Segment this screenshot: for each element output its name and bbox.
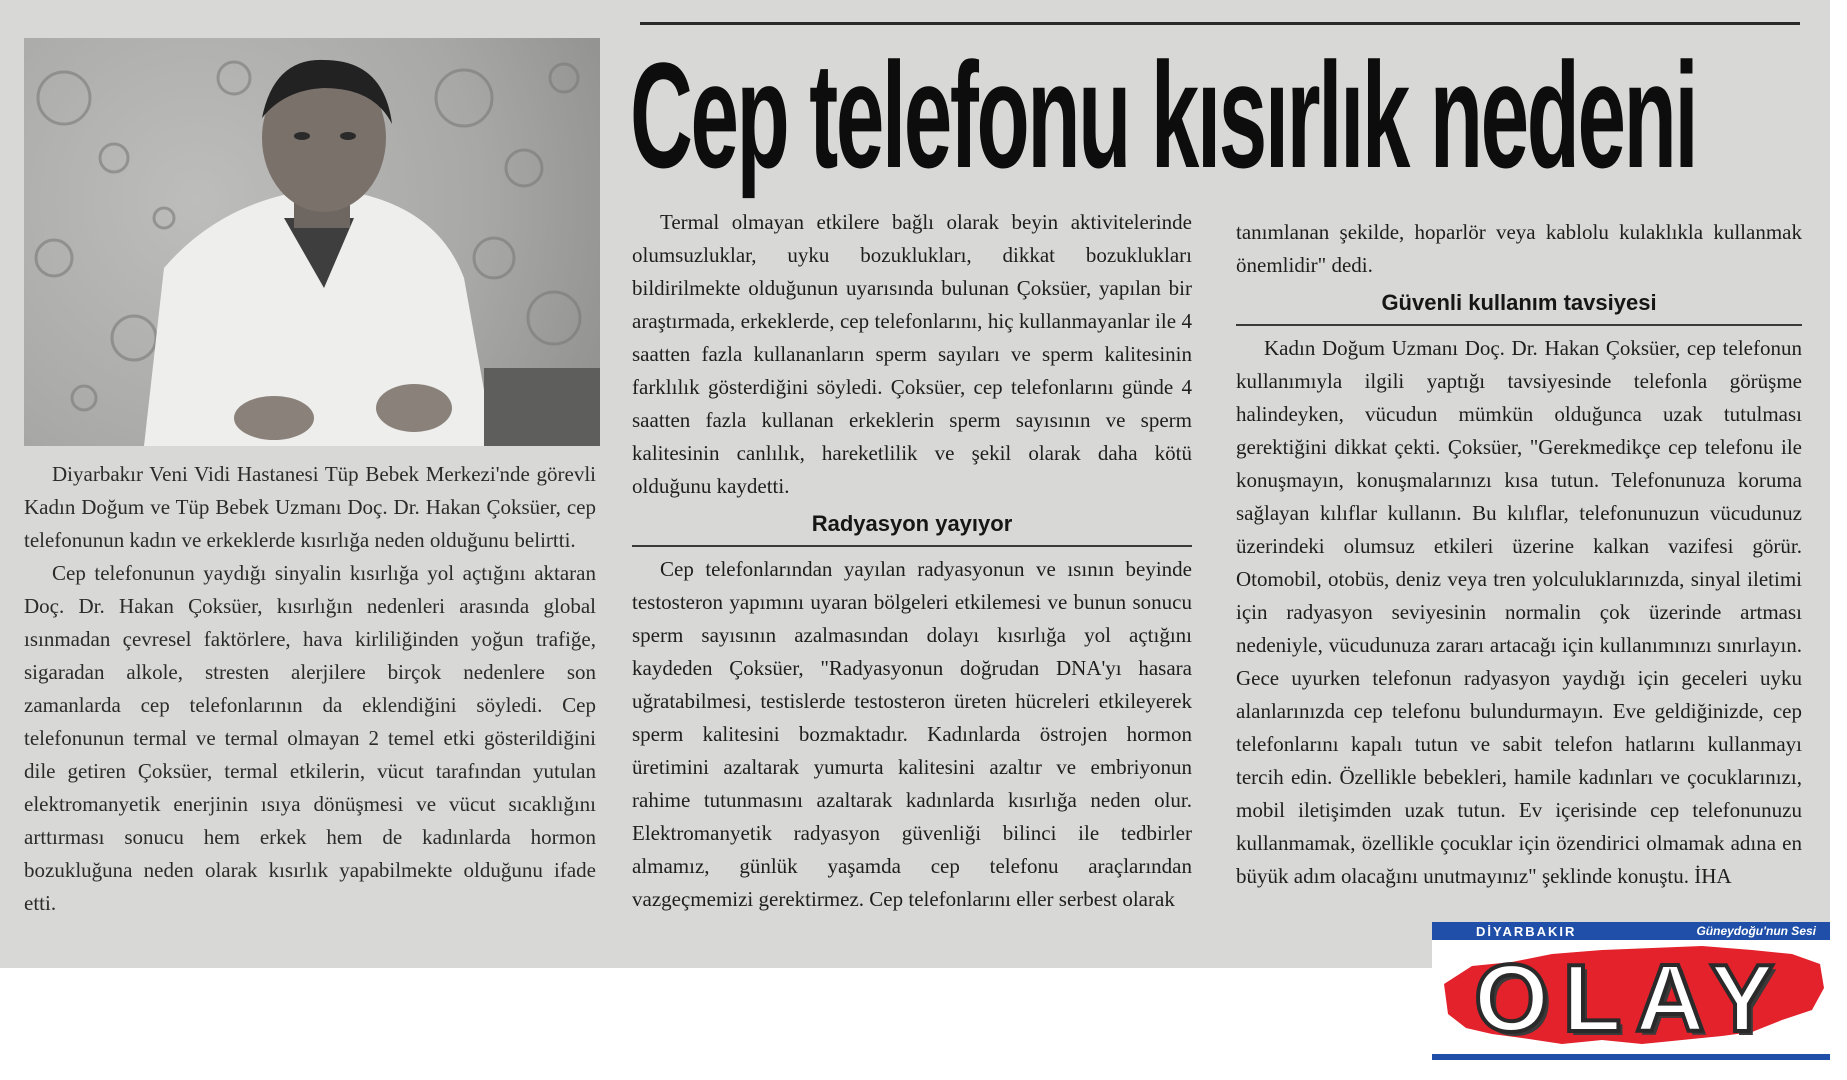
logo-top-bar: [1432, 922, 1830, 940]
left-column: [24, 458, 596, 920]
doctor-portrait-photo: [24, 38, 600, 446]
subhead-radyasyon: Radyasyon yayıyor: [632, 509, 1192, 547]
logo-slogan: Güneydoğu'nun Sesi: [1696, 924, 1816, 938]
right-paragraph-1: tanımlanan şekilde, hoparlör veya kablolu kulaklıkla kullanmak önemlidir" dedi.: [1236, 220, 1802, 277]
mid-paragraph-2: Cep telefonlarından yayılan radyasyonun ve ısının beyinde testosteron yapımını uyaran bölgeleri etkilemesi ve bunun sonucu sperm sayısının azalmasından dolayı kısırlığa yol açtığını kaydeden Çoksüer, "Radyasyonun doğrudan DNA'yı hasara uğratabilmesi, testislerde testosteron üreten hücreleri etkileyerek sperm kalitesini bozmaktadır. Kadınlarda östrojen hormon üretimini azaltarak yumurta kalitesini azaltır ve embriyonun rahime tutunmasını azaltarak kadınlarda kısırlığa neden olur. Elektromanyetik radyasyon güvenliği bilinci ile tedbirler almamız, günlük yaşamda cep telefonu araçlarından vazgeçmemizi gerektirmez. Cep telefonlarını eller serbest olarak: [632, 557, 1192, 911]
top-rule: [640, 22, 1800, 25]
mid-paragraph-1: Termal olmayan etkilere bağlı olarak beyin aktivitelerinde olumsuzluklar, uyku bozuklukları, dikkat bozuklukları bildirilmekte olduğunun uyarısında bulunan Çoksüer, yapılan bir araştırmada, erkeklerde, cep telefonlarını, hiç kullanmayanlar ile 4 saatten fazla kullananların sperm sayıları ve sperm kalitesinin farklılık gösterdiğini söyledi. Çoksüer, cep telefonlarını günde 4 saatten fazla kullanan erkeklerin sperm sayısının ve sperm kalitesinin canlılık, hareketlilik ve şekil olarak daha kötü olduğunu kaydetti.: [632, 210, 1192, 498]
right-column: [1236, 216, 1802, 893]
subhead-guvenli: Güvenli kullanım tavsiyesi: [1236, 288, 1802, 326]
logo-bottom-bar: [1432, 1054, 1830, 1060]
middle-column: [632, 206, 1192, 916]
logo-name: OLAY: [1474, 945, 1788, 1052]
olay-logo: [1432, 922, 1830, 1062]
headline: Cep telefonu kısırlık nedeni: [630, 31, 1697, 199]
left-paragraph: Cep telefonunun yaydığı sinyalin kısırlığa yol açtığını aktaran Doç. Dr. Hakan Çoksüer, kısırlığın nedenleri arasında global ısınmadan çevresel faktörlere, hava kirliliğinden yoğun trafiğe, sigaradan alkole, stresten alerjilere birçok nedenlere son zamanlarda cep telefonlarının da eklendiğini söyledi. Cep telefonunun termal ve termal olmayan 2 temel etki gösterildiğini dile getiren Çoksüer, termal etkilerin, vücut tarafından yutulan elektromanyetik enerjinin ısıya dönüşmesi ve vücut sıcaklığını arttırması sonucu hem erkek hem de kadınlarda hormon bozukluğuna neden olarak kısırlık yapabilmekte olduğunu ifade etti.: [24, 561, 596, 915]
photo-caption: Diyarbakır Veni Vidi Hastanesi Tüp Bebek Merkezi'nde görevli Kadın Doğum ve Tüp Bebek Uzmanı Doç. Dr. Hakan Çoksüer, cep telefonunun kadın ve erkeklerde kısırlığa neden olduğunu belirtti.: [24, 462, 596, 552]
logo-city: DİYARBAKIR: [1476, 923, 1577, 939]
right-paragraph-2: Kadın Doğum Uzmanı Doç. Dr. Hakan Çoksüer, cep telefonun kullanımıyla ilgili yaptığı tavsiyesinde telefonla görüşme halindeyken, vücudun mümkün olduğunca uzak tutulması gerektiğini dikkat çekti. Çoksüer, "Gerekmedikçe cep telefonu ile konuşmayın, konuşmalarınızı kısa tutun. Telefonunuza koruma sağlayan kılıflar kullanın. Bu kılıflar, telefonunuzun vücudunuz üzerindeki olumsuz etkileri üzerine kalkan vazifesi görür. Otomobil, otobüs, deniz veya tren yolculuklarınızda, sinyal iletimi için radyasyon seviyesinin normalin çok üzerinde artması nedeniyle, vücudunuza zararı artacağı için kullanımınızı sınırlayın. Gece uyurken telefonun radyasyon yaydığı için geceleri uyku alanlarınızda cep telefonu bulundurmayın. Eve geldiğinizde, cep telefonlarını kapalı tutun ve sabit telefon hatlarını kullanmayı tercih edin. Özellikle bebekleri, hamile kadınları ve çocuklarınızı, mobil iletişimden uzak tutun. Ev içerisinde cep telefonunuzu kullanmamak, özellikle çocuklar için özendirici olmamak adına en büyük adım olacağını unutmayınız" şeklinde konuştu. İHA: [1236, 336, 1802, 888]
